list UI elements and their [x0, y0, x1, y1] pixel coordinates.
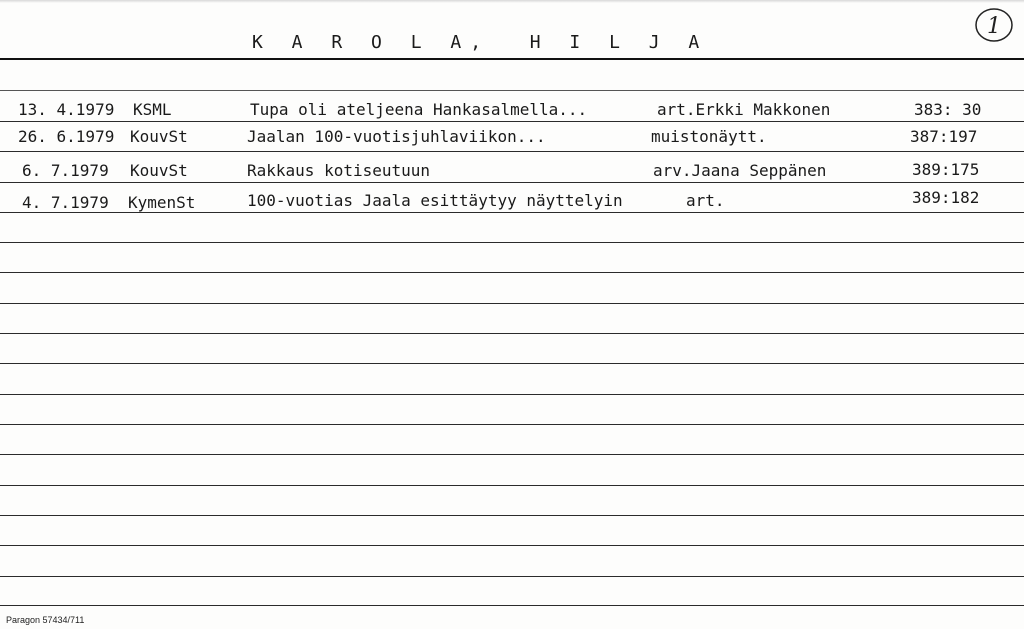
ruled-line — [0, 303, 1024, 304]
entry-reference: 389:182 — [912, 188, 980, 207]
circled-number-icon — [974, 6, 1014, 44]
ruled-line — [0, 272, 1024, 273]
entry-reference: 387:197 — [910, 127, 978, 146]
ruled-line — [0, 90, 1024, 91]
entry-source: KymenSt — [128, 193, 196, 212]
entry-author: arv.Jaana Seppänen — [653, 161, 827, 180]
entry-date: 4. 7.1979 — [22, 193, 109, 212]
entry-author: art. — [686, 191, 725, 210]
entry-title: 100-vuotias Jaala esittäytyy näyttelyin — [247, 191, 623, 210]
ruled-line — [0, 394, 1024, 395]
ruled-line — [0, 363, 1024, 364]
entry-reference: 389:175 — [912, 160, 980, 179]
ruled-line — [0, 212, 1024, 213]
ruled-line — [0, 242, 1024, 243]
entry-source: KouvSt — [130, 161, 188, 180]
ruled-line — [0, 545, 1024, 546]
ruled-line — [0, 333, 1024, 334]
entry-title: Jaalan 100-vuotisjuhlaviikon... — [247, 127, 546, 146]
entry-date: 26. 6.1979 — [18, 127, 115, 146]
ruled-line — [0, 515, 1024, 516]
entry-source: KouvSt — [130, 127, 188, 146]
entry-title: Tupa oli ateljeena Hankasalmella... — [250, 100, 588, 119]
ruled-line — [0, 151, 1024, 152]
card-number: 1 — [987, 14, 1001, 39]
card-title: K A R O L A, H I L J A — [252, 32, 709, 53]
entry-date: 6. 7.1979 — [22, 161, 109, 180]
entry-source: KSML — [133, 100, 172, 119]
ruled-line — [0, 182, 1024, 183]
entry-author: muistonäytt. — [651, 127, 767, 146]
ruled-line — [0, 121, 1024, 122]
header-rule — [0, 58, 1024, 60]
ruled-line — [0, 454, 1024, 455]
card-number-circle — [974, 6, 1014, 44]
entry-title: Rakkaus kotiseutuun — [247, 161, 431, 180]
entry-date: 13. 4.1979 — [18, 100, 115, 119]
entry-reference: 383: 30 — [914, 100, 982, 119]
ruled-line — [0, 424, 1024, 425]
ruled-line — [0, 485, 1024, 486]
ruled-line — [0, 576, 1024, 577]
card-top-edge — [0, 0, 1024, 3]
entry-author: art.Erkki Makkonen — [657, 100, 831, 119]
printer-imprint: Paragon 57434/711 — [6, 615, 85, 625]
ruled-line — [0, 605, 1024, 606]
